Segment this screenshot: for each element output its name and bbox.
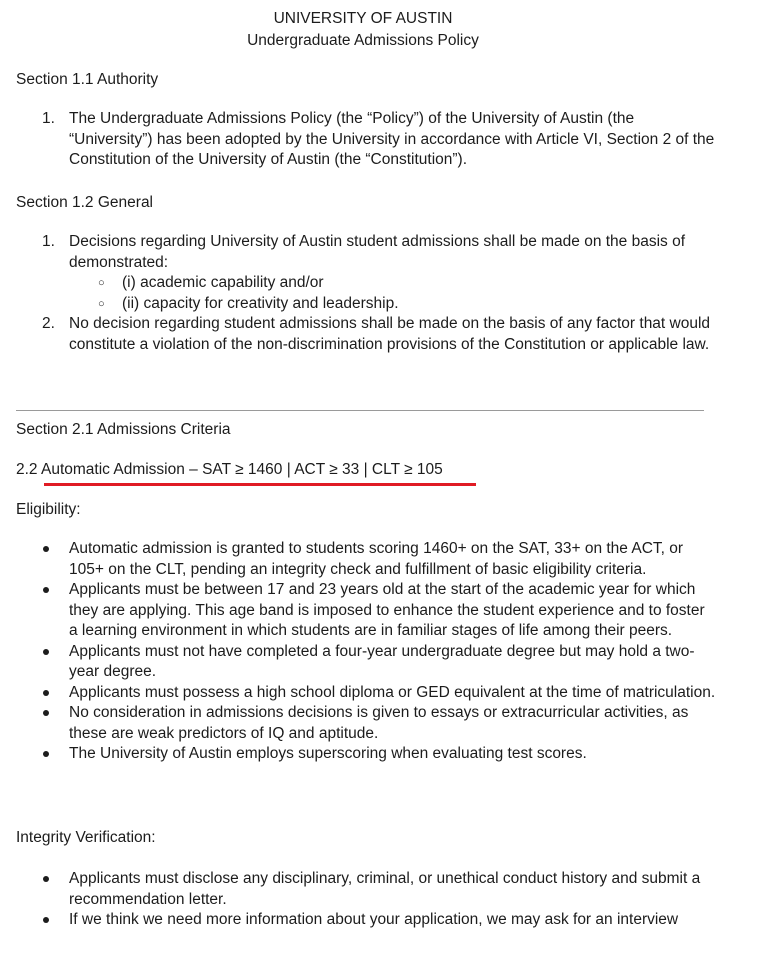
list-item — [0, 109, 719, 171]
bullet-icon — [43, 690, 49, 696]
bullet-icon — [43, 587, 49, 593]
integrity-label: Integrity Verification: — [16, 829, 156, 846]
list-item — [0, 232, 719, 314]
list-item-text: No consideration in admissions decisions is given to essays or extracurricular activities, as these are weak predictors of IQ and aptitude. — [69, 704, 689, 742]
list-item-text: Applicants must possess a high school diploma or GED equivalent at the time of matriculation. — [69, 683, 716, 701]
sub-list — [69, 273, 719, 314]
highlight-underline — [44, 483, 476, 486]
list-item-text: The University of Austin employs superscoring when evaluating test scores. — [69, 745, 587, 762]
bullet-icon — [43, 710, 49, 716]
document-title: UNIVERSITY OF AUSTIN — [273, 10, 453, 27]
section-1-1-list — [0, 109, 719, 171]
list-number: 1. — [42, 233, 55, 250]
eligibility-label: Eligibility: — [16, 501, 81, 518]
eligibility-list — [0, 539, 717, 765]
list-item — [0, 314, 719, 355]
list-item — [0, 910, 717, 931]
list-item — [0, 580, 717, 642]
list-item — [0, 642, 717, 683]
list-item-text: Applicants must be between 17 and 23 years old at the start of the academic year for which they are applying. This age band is imposed to enhance the student experience and to foster a learning environment in which students are in familiar stages of life among their peers. — [69, 581, 705, 639]
list-item-text: Applicants must not have completed a four-year undergraduate degree but may hold a two-year degree. — [69, 642, 695, 680]
document-subtitle: Undergraduate Admissions Policy — [247, 32, 479, 49]
list-item-text: No decision regarding student admissions shall be made on the basis of any factor that would constitute a violation of the non-discrimination provisions of the Constitution or applicable law. — [69, 315, 711, 353]
list-item-text: If we think we need more information about your application, we may ask for an interview — [69, 911, 679, 928]
bullet-icon — [43, 876, 49, 882]
list-number: 1. — [42, 110, 55, 127]
hollow-bullet-icon: ○ — [98, 297, 105, 310]
section-1-2-heading: Section 1.2 General — [16, 194, 154, 211]
section-1-1-heading: Section 1.1 Authority — [16, 71, 159, 88]
list-item — [0, 539, 717, 580]
document-header — [0, 8, 726, 52]
list-number: 2. — [42, 315, 55, 332]
list-item — [0, 744, 717, 765]
sub-list-item — [69, 273, 719, 294]
list-item-text: Automatic admission is granted to students scoring 1460+ on the SAT, 33+ on the ACT, or 105+ on the CLT, pending an integrity check and fulfillment of basic eligibility criteria. — [69, 540, 684, 578]
bullet-icon — [43, 649, 49, 655]
sub-list-item-text: (ii) capacity for creativity and leadership. — [122, 294, 399, 312]
list-item — [0, 683, 717, 704]
section-2-2-heading: 2.2 Automatic Admission – SAT ≥ 1460 | ACT ≥ 33 | CLT ≥ 105 — [16, 461, 443, 478]
bullet-icon — [43, 917, 49, 923]
section-1-2-list — [0, 232, 719, 355]
list-item — [0, 869, 717, 910]
section-2-1-heading: Section 2.1 Admissions Criteria — [16, 421, 231, 438]
hollow-bullet-icon: ○ — [98, 277, 105, 289]
sub-list-item-text: (i) academic capability and/or — [122, 274, 324, 291]
list-item-text: Decisions regarding University of Austin student admissions shall be made on the basis of demonstrated: — [69, 233, 686, 271]
section-divider — [16, 410, 704, 411]
sub-list-item — [69, 294, 719, 315]
list-item-text: Applicants must disclose any disciplinary, criminal, or unethical conduct history and submit a recommendation letter. — [69, 870, 701, 908]
integrity-list — [0, 869, 717, 931]
bullet-icon — [43, 751, 49, 757]
list-item — [0, 703, 717, 744]
list-item-text: The Undergraduate Admissions Policy (the “Policy”) of the University of Austin (the “University”) has been adopted by the University in accordance with Article VI, Section 2 of the Constitution of the University of Austin (the “Constitution”). — [69, 110, 715, 168]
bullet-icon — [43, 546, 49, 552]
